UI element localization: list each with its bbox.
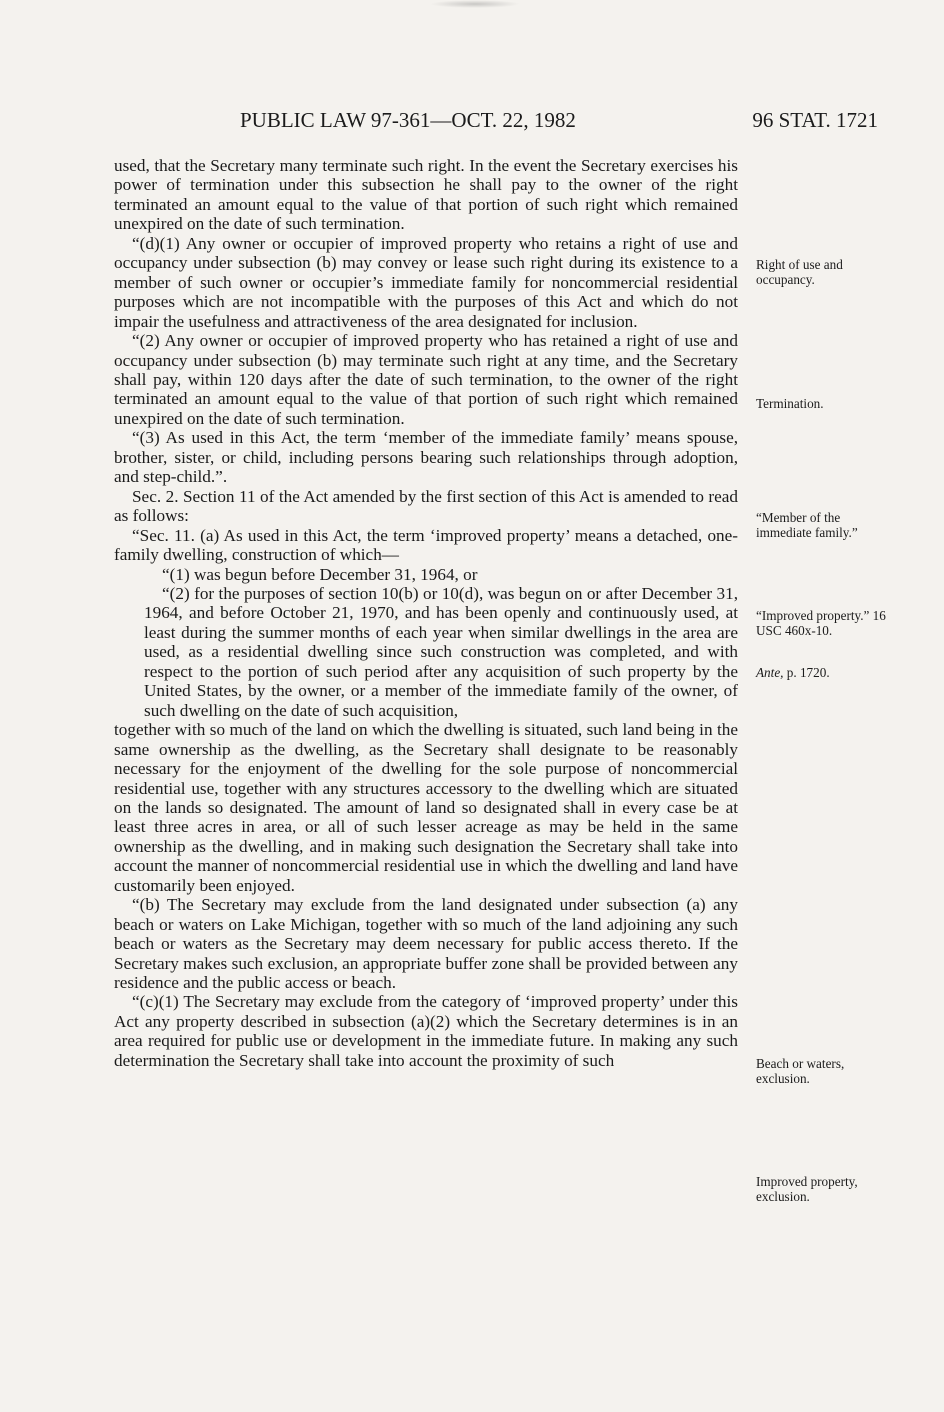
margin-note-ante xyxy=(756,665,886,680)
margin-note-member-family: “Member of the immediate family.” xyxy=(756,510,858,540)
body-text xyxy=(114,156,738,1070)
margin-note-improved-exclusion: Improved property, exclusion. xyxy=(756,1174,858,1204)
running-title: PUBLIC LAW 97-361—OCT. 22, 1982 xyxy=(240,108,576,132)
margin-note-ante-page: p. 1720. xyxy=(783,665,830,680)
paragraph-clause-1: “(1) was begun before December 31, 1964, or xyxy=(162,564,478,584)
paragraph-d1: “(d)(1) Any owner or occupier of improved property who retains a right of use and occupancy under subsection (b) may convey or lease such right during its existence to a member of such owner or occupier’s immediate family for noncommercial residential purposes which are not incompatible with the purposes of this Act and which do not impair the usefulness and attractiveness of the area designated for inclusion. xyxy=(114,233,738,331)
margin-note-termination: Termination. xyxy=(756,396,824,411)
margin-note-improved-property: “Improved property.” 16 USC 460x-10. xyxy=(756,608,886,638)
paragraph-together-with: together with so much of the land on which the dwelling is situated, such land being in the same ownership as the dwelling, as the Secretary shall designate to be reasonably necessary for the enjoyment of the dwelling for the sole purpose of noncommercial residential use, together with any structures accessory to the dwelling which are situated on the lands so designated. The amount of land so designated shall in every case be at least three acres in area, or all of such lesser acreage as may be held in the same ownership as the dwelling, and in making such designation the Secretary shall take into account the manner of noncommercial residential use in which the dwelling and land have customarily been enjoyed. xyxy=(114,720,738,895)
paragraph-sec-2: Sec. 2. Section 11 of the Act amended by the first section of this Act is amended to read as follows: xyxy=(114,486,738,526)
paragraph-clause-2: “(2) for the purposes of section 10(b) or 10(d), was begun on or after December 31, 1964, and before October 21, 1970, and has been openly and continuously used, at least during the summer months of each year when similar dwellings in the area are used, as a residential dwelling since such construction was completed, and with respect to the portion of such period after any acquisition of such property by the United States, by the owner, or a member of the immediate family of the owner, of such dwelling on the date of such acquisition, xyxy=(144,583,738,720)
statute-page-number: 96 STAT. 1721 xyxy=(752,108,878,132)
scan-smudge xyxy=(430,0,520,8)
page-header xyxy=(112,108,878,138)
paragraph-d2: “(2) Any owner or occupier of improved property who has retained a right of use and occupancy under subsection (b) may terminate such right at any time, and the Secretary shall pay, within 120 days after the date of such termination, to the owner of the right terminated an amount equal to the value of that portion of such right which remained unexpired on the date of such termination. xyxy=(114,331,738,428)
paragraph-d3: “(3) As used in this Act, the term ‘member of the immediate family’ means spouse, brother, sister, or child, including persons bearing such relationships through adoption, and step-child.”. xyxy=(114,428,738,487)
paragraph-b: “(b) The Secretary may exclude from the land designated under subsection (a) any beach or waters on Lake Michigan, together with so much of the land adjoining any such beach or waters as the Secretary may deem necessary for public access thereto. If the Secretary makes such exclusion, an appropriate buffer zone shall be provided between any residence and the public access or beach. xyxy=(114,895,738,993)
margin-note-ante-prefix: Ante, xyxy=(756,665,784,680)
paragraph-continuation: used, that the Secretary many terminate such right. In the event the Secretary exercises his power of termination under this subsection he shall pay to the owner of the right terminated an amount equal to the value of that portion of such right which remained unexpired on the date of such termination. xyxy=(114,156,738,234)
margin-note-beach-waters: Beach or waters, exclusion. xyxy=(756,1056,845,1086)
paragraph-c1: “(c)(1) The Secretary may exclude from the category of ‘improved property’ under this Act any property described in subsection (a)(2) which the Secretary determines is in an area required for public use or development in the immediate future. In making any such determination the Secretary shall take into account the proximity of such xyxy=(114,992,738,1070)
paragraph-sec-11a: “Sec. 11. (a) As used in this Act, the term ‘improved property’ means a detached, one-family dwelling, construction of which— xyxy=(114,525,738,565)
margin-note-right-of-use: Right of use and occupancy. xyxy=(756,257,843,287)
